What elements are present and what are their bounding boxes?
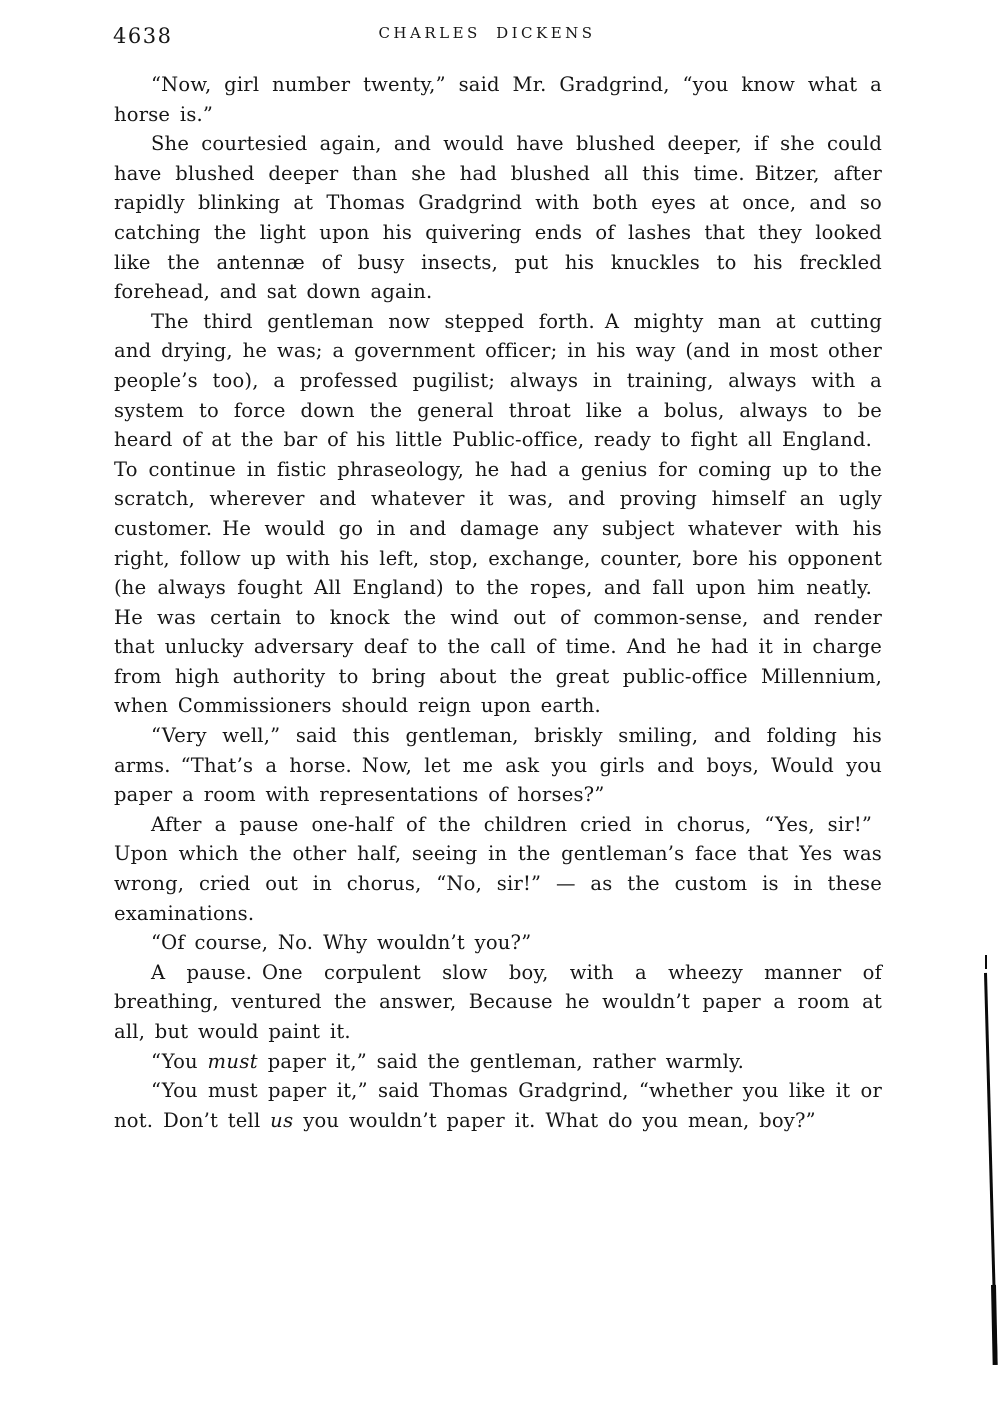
text-segment: “Of course, No. Why wouldn’t you?” bbox=[151, 931, 532, 955]
running-header-title: CHARLES DICKENS bbox=[378, 24, 596, 42]
paragraph bbox=[114, 958, 882, 1047]
paragraph bbox=[114, 1047, 882, 1077]
text-segment: you wouldn’t paper it. What do you mean, boy?” bbox=[293, 1108, 816, 1132]
paragraph bbox=[114, 129, 882, 307]
italic-text-segment: us bbox=[270, 1108, 294, 1132]
paragraph bbox=[114, 1076, 882, 1135]
italic-text-segment: must bbox=[207, 1049, 259, 1073]
paragraph bbox=[114, 70, 882, 129]
text-segment: A pause. One corpulent slow boy, with a wheezy manner of breathing, ventured the answer, Because he wouldn’t paper a room at all, but would paint it. bbox=[114, 960, 882, 1043]
paragraph bbox=[114, 810, 882, 928]
running-head bbox=[0, 0, 1000, 52]
paragraph bbox=[114, 928, 882, 958]
page-number: 4638 bbox=[113, 24, 173, 48]
text-segment: “Very well,” said this gentleman, briskly smiling, and folding his arms. “That’s a horse. Now, let me ask you girls and boys, Would you paper a room with representations of horses?” bbox=[114, 724, 882, 807]
text-segment: The third gentleman now stepped forth. A mighty man at cutting and drying, he was; a government officer; in his way (and in most other people’s too), a professed pugilist; always in training, always with a system to force down the general throat like a bolus, always to be heard of at the bar of his little Public-office, ready to fight all England. To continue in fistic phraseology, he had a genius for coming up to the scratch, wherever and whatever it was, and proving himself an ugly customer. He would go in and damage any subject whatever with his right, follow up with his left, stop, exchange, counter, bore his opponent (he always fought All England) to the ropes, and fall upon him neatly. He was certain to knock the wind out of common-sense, and render that unlucky adversary deaf to the call of time. And he had it in charge from high authority to bring about the great public-office Millennium, when Commissioners should reign upon earth. bbox=[114, 309, 882, 718]
paragraph bbox=[114, 307, 882, 721]
text-segment: “You bbox=[151, 1049, 208, 1073]
text-segment: She courtesied again, and would have blushed deeper, if she could have blushed deeper than she had blushed all this time. Bitzer, after rapidly blinking at Thomas Gradgrind with both eyes at once, and so catching the light upon his quivering ends of lashes that they looked like the antennæ of busy insects, put his knuckles to his freckled forehead, and sat down again. bbox=[114, 132, 882, 304]
text-segment: “You must paper it,” said Thomas Gradgrind, “whether you like it or not. Don’t tell bbox=[114, 1079, 882, 1132]
text-segment: After a pause one-half of the children cried in chorus, “Yes, sir!” Upon which the other half, seeing in the gentleman’s face that Yes was wrong, cried out in chorus, “No, sir!” — as the custom is in these examinations. bbox=[114, 812, 882, 925]
paragraph bbox=[114, 721, 882, 810]
scan-artifact-tick bbox=[985, 955, 987, 969]
page-body bbox=[114, 70, 882, 1135]
scan-artifact-line-thick bbox=[991, 1285, 998, 1365]
text-segment: paper it,” said the gentleman, rather warmly. bbox=[258, 1049, 745, 1073]
text-segment: “Now, girl number twenty,” said Mr. Gradgrind, “you know what a horse is.” bbox=[114, 73, 882, 126]
